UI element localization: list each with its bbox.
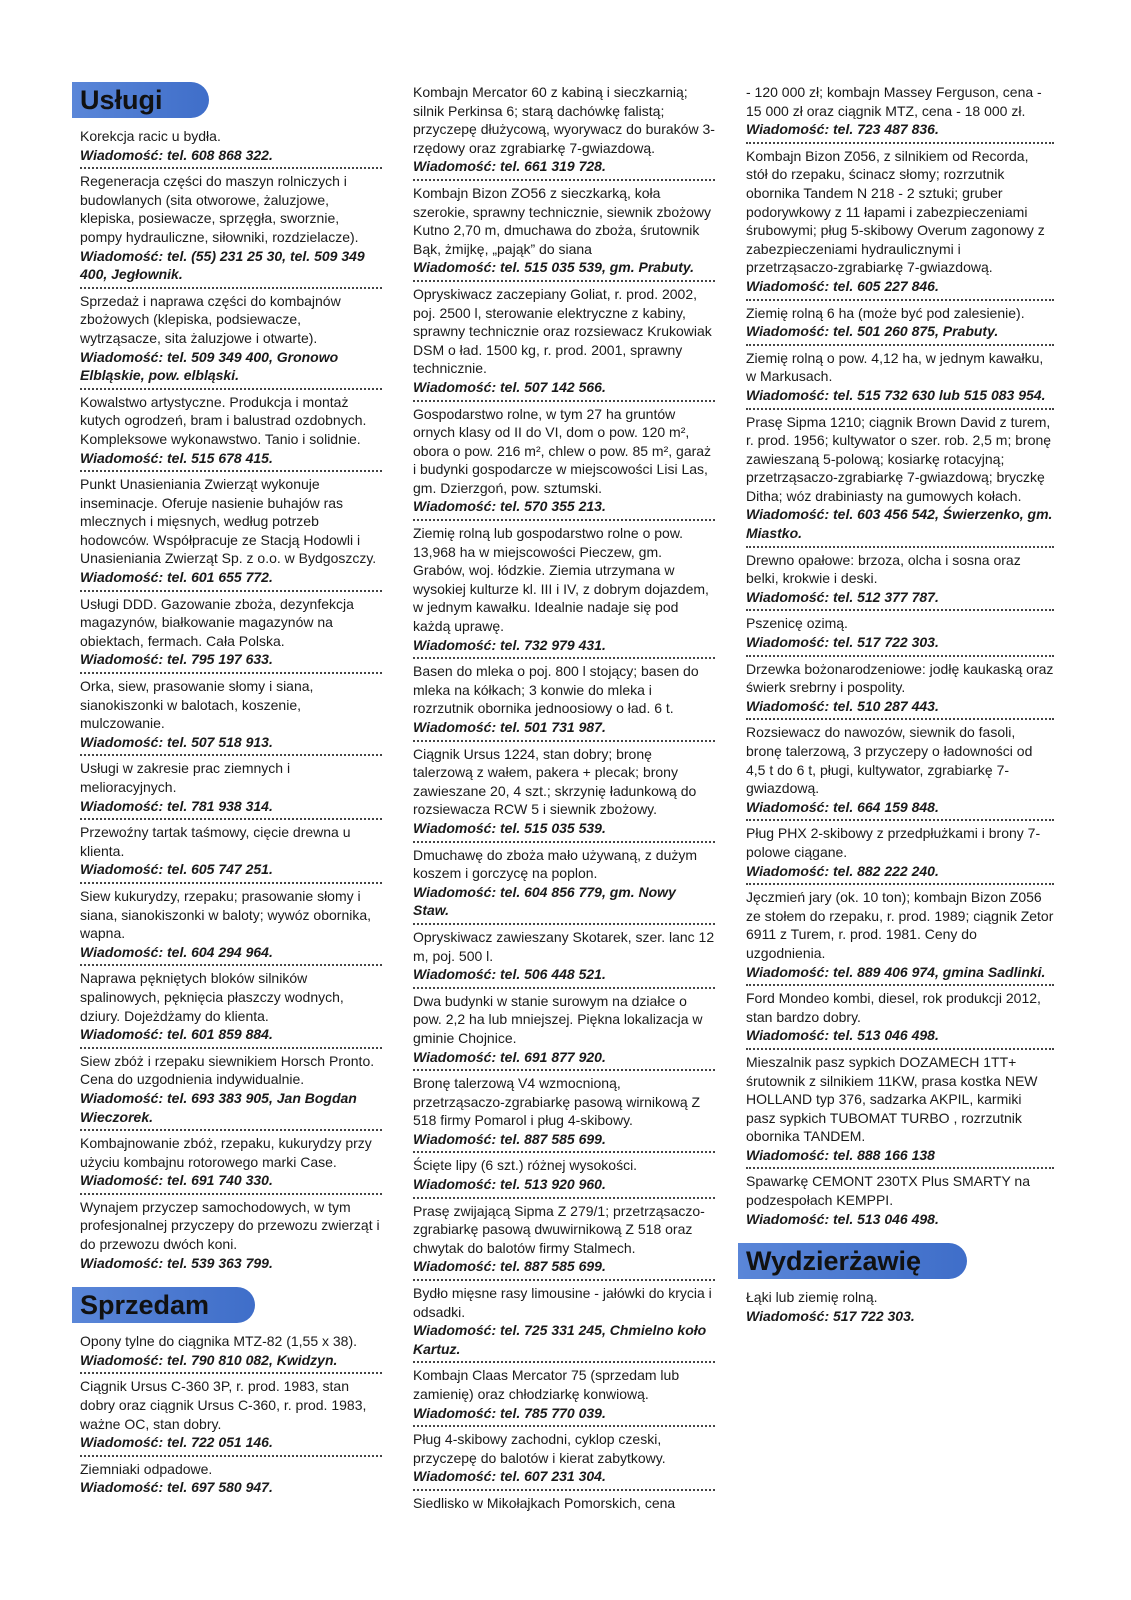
ad-contact: Wiadomość: tel. 607 231 304. [413, 1468, 606, 1485]
ad-contact: Wiadomość: tel. 664 159 848. [746, 798, 939, 815]
ad-contact: Wiadomość: tel. 501 260 875, Prabuty. [746, 323, 999, 340]
ad-contact: Wiadomość: tel. 723 487 836. [746, 121, 939, 138]
ad-text: Kombajn Bizon ZO56 z sieczkarką, koła szerokie, sprawny technicznie, siewnik zbożowy Kutno 2,70 m, dmuchawa do zboża, śrutownik Bąk, żmijkę, „pająk” do siana [413, 184, 712, 257]
ad-text: Rozsiewacz do nawozów, siewnik do fasoli, bronę talerzową, 3 przyczepy o ładowności od 4,5 t do 6 t, pługi, kultywator, zgrabiarkę 7-gwiazdową. [746, 724, 1033, 797]
classified-ad [746, 144, 1054, 301]
classified-ad [413, 181, 715, 282]
ad-text: Bydło mięsne rasy limousine - jałówki do krycia i odsadki. [413, 1285, 712, 1320]
ad-contact: Wiadomość: tel. 515 035 539. [413, 819, 606, 836]
classified-ad [413, 1153, 715, 1198]
ads-list-sprzedam-continued [746, 80, 1054, 1231]
ad-text: Opryskiwacz zaczepiany Goliat, r. prod. 2002, poj. 2500 l, sterowanie elektryczne z kabiny, sprawny technicznie oraz rozsiewacz Krukowiak DSM o ład. 1500 kg, r. prod. 2001, sprawny technicznie. [413, 285, 712, 377]
ad-text: Pług PHX 2-skibowy z przedpłużkami i brony 7-polowe ciągane. [746, 825, 1041, 860]
ad-contact: Wiadomość: tel. 604 856 779, gm. Nowy Staw. [413, 883, 676, 919]
classified-ad [80, 1049, 382, 1131]
ad-text: Punkt Unasieniania Zwierząt wykonuje inseminacje. Oferuje nasienie buhajów ras mlecznych i mięsnych, według potrzeb hodowców. Współpracuje ze Stacją Hodowli i Unasieniania Zwierząt Sp. z o.o. w Bydgoszczy. [80, 476, 377, 567]
ad-contact: Wiadomość: tel. 725 331 245, Chmielno koło Kartuz. [413, 1322, 707, 1357]
ad-text: Ziemię rolną 6 ha (może być pod zalesienie). [746, 304, 1025, 321]
ad-contact: Wiadomość: tel. 601 859 884. [80, 1026, 273, 1043]
ad-contact: Wiadomość: tel. 507 142 566. [413, 378, 606, 395]
ad-text: Ziemię rolną lub gospodarstwo rolne o pow. 13,968 ha w miejscowości Pieczew, gm. Grabów, woj. łódzkie. Ziemia utrzymana w wysokiej kulturze kl. III i IV, z dobrym dojazdem, w jednym kawałku. Idealnie nadaje się pod każdą uprawę. [413, 525, 709, 635]
ad-contact: Wiadomość: tel. 501 731 987. [413, 719, 606, 735]
classified-ad [746, 986, 1054, 1050]
ad-contact: Wiadomość: tel. 795 197 633. [80, 651, 273, 668]
ad-text: Przewoźny tartak taśmowy, cięcie drewna u klienta. [80, 824, 351, 859]
classified-ad [413, 1363, 715, 1427]
classified-ad [413, 402, 715, 522]
ad-text: Ścięte lipy (6 szt.) różnej wysokości. [413, 1157, 638, 1174]
classified-ad [80, 169, 382, 289]
ad-contact: Wiadomość: tel. 517 722 303. [746, 634, 939, 651]
ad-contact: Wiadomość: tel. 601 655 772. [80, 569, 273, 586]
ad-text: Drewno opałowe: brzoza, olcha i sosna oraz belki, krokwie i deski. [746, 551, 1021, 587]
classified-ad [413, 1199, 715, 1281]
classified-ad [413, 925, 715, 989]
column-3 [746, 80, 1054, 1328]
ads-list-sprzedam [80, 1329, 382, 1500]
classified-ad [413, 521, 715, 659]
classified-ad [80, 1131, 382, 1195]
ad-text: Korekcja racic u bydła. [80, 128, 221, 144]
ad-contact: Wiadomość: tel. 605 227 846. [746, 277, 939, 294]
ad-contact: Wiadomość: tel. 515 732 630 lub 515 083 954. [746, 386, 1046, 403]
ad-contact: Wiadomość: tel. (55) 231 25 30, tel. 509 349 400, Jegłownik. [80, 247, 365, 283]
classified-ad [80, 472, 382, 592]
classified-ad [80, 884, 382, 966]
classified-ad [413, 1427, 715, 1491]
ad-text: Sprzedaż i naprawa części do kombajnów zbożowych (klepiska, podsiewacze, wytrząsacze, sita żaluzjowe i otwarte). [80, 292, 341, 346]
ad-text: Kombajn Mercator 60 z kabiną i sieczkarnią; silnik Perkinsa 6; starą dachówkę falistą; przyczepę dłużycową, wyorywacz do buraków 3-rzędowy oraz zgrabiarkę 7-gwiazdową. [413, 84, 715, 156]
ad-text: Jęczmień jary (ok. 10 ton); kombajn Bizon Z056 ze stołem do rzepaku, r. prod. 1989; ciągnik Zetor 6911 z Turem, r. prod. 1981. Ceny do uzgodnienia. [746, 889, 1054, 961]
classified-ad [413, 1281, 715, 1363]
classified-ad [80, 1457, 382, 1500]
ad-contact: Wiadomość: tel. 693 383 905, Jan Bogdan Wieczorek. [80, 1089, 357, 1125]
ad-contact: Wiadomość: tel. 510 287 443. [746, 697, 939, 714]
ad-contact: Wiadomość: tel. 691 877 920. [413, 1048, 606, 1065]
ad-text: Orka, siew, prasowanie słomy i siana, sianokiszonki w balotach, koszenie, mulczowanie. [80, 678, 314, 732]
ad-contact: Wiadomość: tel. 603 456 542, Świerzenko, gm. Miastko. [746, 506, 1053, 542]
ad-contact: Wiadomość: tel. 887 585 699. [413, 1130, 606, 1147]
ad-contact: Wiadomość: tel. 882 222 240. [746, 862, 939, 879]
ad-text: Siedlisko w Mikołajkach Pomorskich, cena [413, 1494, 676, 1511]
ad-contact: Wiadomość: tel. 515 035 539, gm. Prabuty. [413, 259, 695, 276]
ad-text: Ciągnik Ursus 1224, stan dobry; bronę talerzową z wałem, pakera + plecak; brony zawieszane 20, 4 szt.; skrzynię ładunkową do rozsiewacza RCW 5 i siewnik zbożowy. [413, 745, 697, 818]
section-header-sprzedam: Sprzedam [72, 1287, 255, 1323]
classified-ad [80, 390, 382, 472]
ad-contact: Wiadomość: tel. 509 349 400, Gronowo Elbląskie, pow. elbląski. [80, 348, 339, 384]
ad-contact: Wiadomość: tel. 512 377 787. [746, 588, 939, 605]
ad-contact: Wiadomość: 517 722 303. [746, 1307, 915, 1324]
section-header-uslugi: Usługi [72, 82, 209, 118]
ad-contact: Wiadomość: tel. 513 046 498. [746, 1027, 939, 1044]
ad-contact: Wiadomość: tel. 661 319 728. [413, 158, 606, 175]
classified-ad [746, 410, 1054, 548]
ad-contact: Wiadomość: tel. 608 868 322. [80, 146, 273, 163]
ad-text: Drzewka bożonarodzeniowe: jodłę kaukaską oraz świerk srebrny i pospolity. [746, 660, 1054, 696]
ad-text: Pszenicę ozimą. [746, 615, 848, 632]
ad-text: Naprawa pękniętych bloków silników spalinowych, pęknięcia płaszczy wodnych, dziury. Dojeżdżamy do klienta. [80, 970, 344, 1024]
ads-list-uslugi [80, 124, 382, 1275]
ad-text: Siew kukurydzy, rzepaku; prasowanie słomy i siana, sianokiszonki w baloty; wywóz obornika, wapna. [80, 887, 372, 942]
ad-text: Dmuchawę do zboża mało używaną, z dużym koszem i gorczycę na poplon. [413, 846, 698, 882]
classified-ad [746, 548, 1054, 612]
ad-contact: Wiadomość: tel. 513 046 498. [746, 1210, 939, 1227]
ad-text: Spawarkę CEMONT 230TX Plus SMARTY na podzespołach KEMPPI. [746, 1173, 1030, 1209]
ad-text: Kowalstwo artystyczne. Produkcja i montaż kutych ogrodzeń, bram i balustrad ozdobnych. Kompleksowe wykonawstwo. Tanio i solidnie. [80, 393, 367, 447]
ad-text: Wynajem przyczep samochodowych, w tym profesjonalnej przyczepy do przewozu zwierząt i do przewozu dwóch koni. [80, 1198, 380, 1253]
ad-text: Kombajnowanie zbóż, rzepaku, kukurydzy przy użyciu kombajnu rotorowego marki Case. [80, 1135, 372, 1170]
ad-text: Prasę Sipma 1210; ciągnik Brown David z turem, r. prod. 1956; kultywator o szer. rob. 2,5 m; bronę zawieszaną 5-polową; kosiarkę rotacyjną; przetrząsaczo-zgrabiarkę 7-gwiazdową; bryczkę Ditha; wóz drabiniasty na gumowych kołach. [746, 413, 1052, 504]
ad-contact: Wiadomość: tel. 604 294 964. [80, 943, 273, 960]
classified-ad [746, 1169, 1054, 1231]
classified-ad [746, 1050, 1054, 1170]
classified-ad [746, 720, 1054, 821]
classified-ad [80, 966, 382, 1048]
ad-contact: Wiadomość: tel. 887 585 699. [413, 1258, 606, 1275]
ad-contact: Wiadomość: tel. 790 810 082, Kwidzyn. [80, 1351, 338, 1368]
ad-contact: Wiadomość: tel. 697 580 947. [80, 1479, 273, 1496]
ad-text: Usługi DDD. Gazowanie zboża, dezynfekcja magazynów, białkowanie magazynów na obiektach, fermach. Cała Polska. [80, 595, 354, 649]
ad-text: Siew zbóż i rzepaku siewnikiem Horsch Pronto. Cena do uzgodnienia indywidualnie. [80, 1052, 375, 1088]
ad-contact: Wiadomość: tel. 732 979 431. [413, 636, 606, 653]
ad-text: Opryskiwacz zawieszany Skotarek, szer. lanc 12 m, poj. 500 l. [413, 928, 715, 964]
ad-contact: Wiadomość: tel. 605 747 251. [80, 861, 273, 878]
classified-ad [746, 301, 1054, 346]
classified-ad [746, 611, 1054, 656]
ad-text: Ford Mondeo kombi, diesel, rok produkcji 2012, stan bardzo dobry. [746, 990, 1041, 1025]
ad-contact: Wiadomość: tel. 781 938 314. [80, 797, 273, 814]
ad-contact: Wiadomość: tel. 513 920 960. [413, 1176, 606, 1193]
classified-ad [413, 989, 715, 1071]
ad-text: Opony tylne do ciągnika MTZ-82 (1,55 x 38). [80, 1333, 358, 1350]
classified-ad [413, 1491, 715, 1516]
ad-text: Łąki lub ziemię rolną. [746, 1289, 878, 1306]
classified-ad [80, 1195, 382, 1275]
classified-ad [80, 124, 382, 169]
classified-ad [80, 820, 382, 884]
classified-ad [413, 1071, 715, 1153]
ad-text: Regeneracja części do maszyn rolniczych i budowlanych (sita otworowe, żaluzjowe, klepiska, posiewacze, sprzęgła, sworznie, pompy hydrauliczne, siłowniki, rozdzielacze). [80, 173, 359, 245]
ad-text: Kombajn Bizon Z056, z silnikiem od Recorda, stół do rzepaku, ścinacz słomy; rozrzutnik obornika Tandem N 218 - 2 sztuki; gruber podorywkowy z 11 łapami i zabezpieczeniami śrubowymi; pług 5-skibowy Overum zagonowy z zabezpieczeniami hydraulicznymi i przetrząsaczo-zgrabiarkę 7-gwiazdową. [746, 147, 1045, 276]
ad-contact: Wiadomość: tel. 722 051 146. [80, 1434, 273, 1451]
ad-text: Kombajn Claas Mercator 75 (sprzedam lub zamienię) oraz chłodziarkę konwiową. [413, 1367, 680, 1402]
classified-ad [746, 821, 1054, 885]
ad-text: Ciągnik Ursus C-360 3P, r. prod. 1983, stan dobry oraz ciągnik Ursus C-360, r. prod. 1983, ważne OC, stan dobry. [80, 1378, 367, 1432]
ads-list-wydzierzawie [746, 1285, 1054, 1328]
classified-ad [746, 1285, 1054, 1328]
ad-contact: Wiadomość: tel. 570 355 213. [413, 498, 606, 515]
ad-contact: Wiadomość: tel. 889 406 974, gmina Sadlinki. [746, 963, 1046, 980]
ad-text: Pług 4-skibowy zachodni, cyklop czeski, przyczepę do balotów i kierat zabytkowy. [413, 1431, 666, 1466]
classified-ad [413, 659, 715, 741]
ad-text: Bronę talerzową V4 wzmocnioną, przetrząsaczo-zgrabiarkę pasową wirnikową Z 518 firmy Pomarol i pług 4-skibowy. [413, 1075, 701, 1129]
classified-ad [80, 1329, 382, 1374]
ad-contact: Wiadomość: tel. 785 770 039. [413, 1404, 606, 1421]
classified-ad [746, 346, 1054, 410]
ads-list-sprzedam-continued [413, 80, 715, 1516]
ad-contact: Wiadomość: tel. 539 363 799. [80, 1254, 273, 1271]
column-2 [413, 80, 715, 1516]
ad-text: Usługi w zakresie prac ziemnych i melioracyjnych. [80, 760, 291, 795]
classified-ad [80, 756, 382, 820]
classified-ad [413, 742, 715, 843]
ad-contact: Wiadomość: tel. 506 448 521. [413, 966, 606, 983]
column-1 [80, 80, 382, 1500]
ad-contact: Wiadomość: tel. 888 166 138 [746, 1146, 935, 1163]
classified-ad [80, 1374, 382, 1456]
ad-text: Prasę zwijającą Sipma Z 279/1; przetrząsaczo-zgrabiarkę pasową dwuwirnikową Z 518 oraz chwytak do balotów firmy Stalmech. [413, 1202, 705, 1256]
ad-contact: Wiadomość: tel. 691 740 330. [80, 1172, 273, 1189]
section-header-wydzierzawie: Wydzierżawię [738, 1243, 967, 1279]
classified-ad [746, 657, 1054, 721]
ad-text: Gospodarstwo rolne, w tym 27 ha gruntów ornych klasy od II do VI, dom o pow. 120 m², obora o pow. 216 m², chlew o pow. 85 m², garaż i budynki gospodarcze w miejscowości Lisi Las, gm. Dzierzgoń, pow. sztumski. [413, 405, 712, 496]
classified-ad [80, 592, 382, 674]
ad-text: Mieszalnik pasz sypkich DOZAMECH 1TT+ śrutownik z silnikiem 11KW, prasa kostka NEW HOLLAND typ 376, sadzarka AKPIL, karmiki pasz sypkich TUBOMAT TURBO , rozrzutnik obornika TANDEM. [746, 1053, 1038, 1145]
classified-ad [746, 80, 1054, 144]
ad-text: Basen do mleka o poj. 800 l stojący; basen do mleka na kółkach; 3 konwie do mleka i rozrzutnik obornika jednoosiowy o ład. 6 t. [413, 663, 699, 717]
classified-ad [413, 843, 715, 925]
classified-ad [746, 885, 1054, 986]
classified-ad [80, 289, 382, 390]
ad-contact: Wiadomość: tel. 507 518 913. [80, 733, 273, 750]
classified-ad [413, 80, 715, 181]
classified-ad [80, 674, 382, 756]
ad-text: Ziemniaki odpadowe. [80, 1460, 213, 1477]
classified-ad [413, 282, 715, 402]
ad-text: Ziemię rolną o pow. 4,12 ha, w jednym kawałku, w Markusach. [746, 349, 1044, 385]
ad-contact: Wiadomość: tel. 515 678 415. [80, 449, 273, 466]
ad-text: Dwa budynki w stanie surowym na działce o pow. 2,2 ha lub mniejszej. Piękna lokalizacja w gminie Chojnice. [413, 992, 703, 1046]
ad-text: - 120 000 zł; kombajn Massey Ferguson, cena - 15 000 zł oraz ciągnik MTZ, cena - 18 000 zł. [746, 84, 1042, 119]
